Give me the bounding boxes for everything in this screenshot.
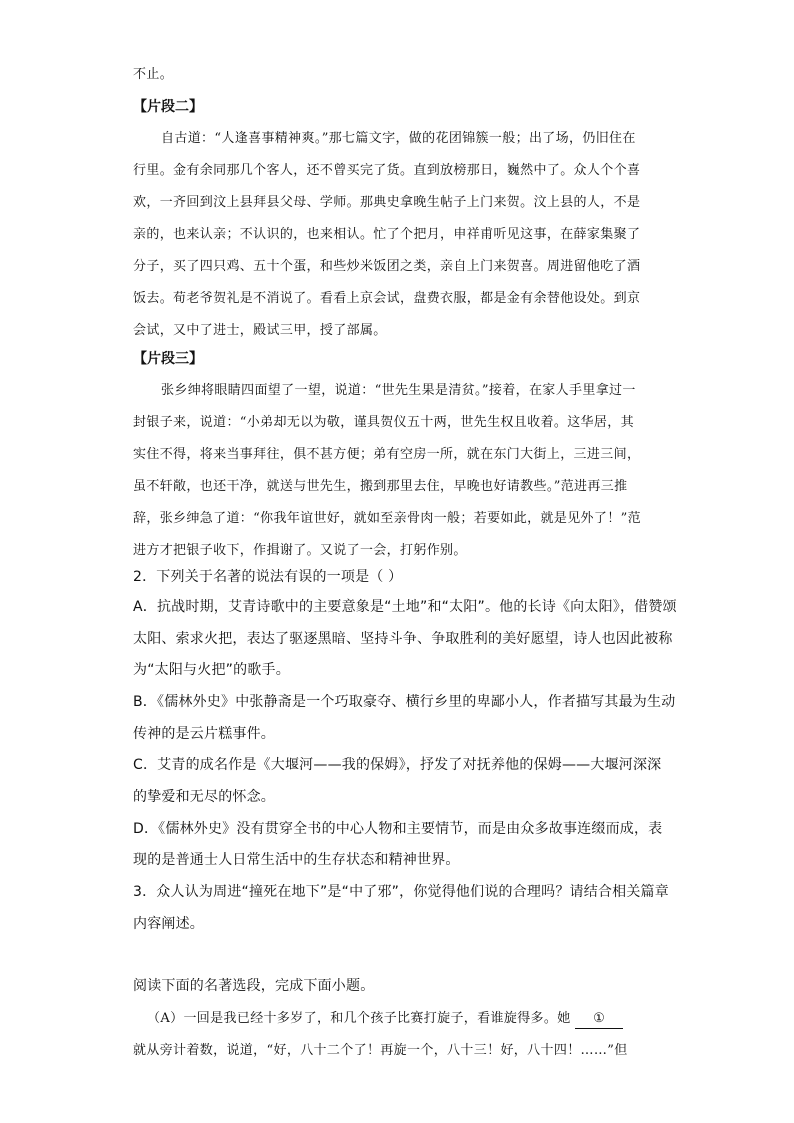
question2-option-b: 传神的是云片糕事件。 (133, 726, 275, 742)
segment2-heading: 【片段二】 (133, 99, 203, 115)
segment3-line: 虽不轩敞，也还干净，就送与世先生，搬到那里去住，早晚也好请教些。”范进再三推 (133, 479, 628, 494)
question2-stem: 2．下列关于名著的说法有误的一项是（ ） (133, 569, 403, 585)
question2-option-c: C．艾青的成名作是《大堰河——我的保姆》，抒发了对抚养他的保姆——大堰河深深 (133, 757, 662, 773)
question2-option-a: 为“太阳与火把”的歌手。 (133, 662, 290, 678)
segment3-line: 辞，张乡绅急了道：“你我年谊世好，就如至亲骨肉一般；若要如此，就是见外了！”范 (133, 511, 641, 526)
passage-a-line2: 就从旁计着数，说道，“好，八十二个了！再旋一个，八十三！好，八十四！……”但 (133, 1043, 628, 1058)
question3-line: 3．众人认为周进“撞死在地下”是“中了邪”，你觉得他们说的合理吗？请结合相关篇章 (133, 884, 669, 900)
passage-a-text: （A）一回是我已经十多岁了，和几个孩子比赛打旋子，看谁旋得多。她 (147, 1011, 571, 1026)
segment3-line: 张乡绅将眼睛四面望了一望，说道：“世先生果是清贫。”接着，在家人手里拿过一 (161, 383, 636, 398)
segment3-heading: 【片段三】 (133, 351, 203, 367)
passage-a-line1 (147, 1010, 623, 1029)
segment3-line: 进方才把银子收下，作揖谢了。又说了一会，打躬作别。 (133, 543, 467, 558)
segment2-line: 饭去。荀老爷贺礼是不消说了。看看上京会试，盘费衣服，都是金有余替他设处。到京 (133, 291, 641, 306)
answer-blank-1: ① (575, 1010, 623, 1029)
question2-option-a: A．抗战时期，艾青诗歌中的主要意象是“土地”和“太阳”。他的长诗《向太阳》，借赞颂 (133, 599, 677, 615)
passage-tail: 不止。 (133, 67, 174, 82)
segment2-line: 欢，一齐回到汶上县拜县父母、学师。那典史拿晚生帖子上门来贺。汶上县的人，不是 (133, 195, 641, 210)
segment2-line: 会试，又中了进士，殿试三甲，授了部属。 (133, 323, 387, 338)
question2-option-d: 现的是普通士人日常生活中的生存状态和精神世界。 (133, 852, 460, 868)
question2-option-a: 太阳、索求火把，表达了驱逐黑暗、坚持斗争、争取胜利的美好愿望，诗人也因此被称 (133, 631, 673, 647)
question2-option-b: B．《儒林外史》中张静斋是一个巧取豪夺、横行乡里的卑鄙小人，作者描写其最为生动 (133, 694, 676, 710)
segment3-line: 封银子来，说道：“小弟却无以为敬，谨具贺仪五十两，世先生权且收着。这华居，其 (133, 415, 634, 430)
segment2-line: 自古道：“人逢喜事精神爽。”那七篇文字，做的花团锦簇一般；出了场，仍旧住在 (161, 131, 636, 146)
segment2-line: 分子，买了四只鸡、五十个蛋，和些炒米饭团之类，亲自上门来贺喜。周进留他吃了酒 (133, 259, 641, 274)
question2-option-c: 的挚爱和无尽的怀念。 (133, 789, 275, 805)
segment2-line: 行里。金有余同那几个客人，还不曾买完了货。直到放榜那日，巍然中了。众人个个喜 (133, 163, 641, 178)
reading-intro: 阅读下面的名著选段，完成下面小题。 (133, 978, 375, 994)
question3-line: 内容阐述。 (133, 916, 204, 932)
question2-option-d: D．《儒林外史》没有贯穿全书的中心人物和主要情节，而是由众多故事连缀而成，表 (133, 821, 663, 837)
segment3-line: 实住不得，将来当事拜往，俱不甚方便；弟有空房一所，就在东门大街上，三进三间， (133, 447, 641, 462)
segment2-line: 亲的，也来认亲；不认识的，也来相认。忙了个把月，申祥甫听见这事，在薛家集聚了 (133, 227, 641, 242)
